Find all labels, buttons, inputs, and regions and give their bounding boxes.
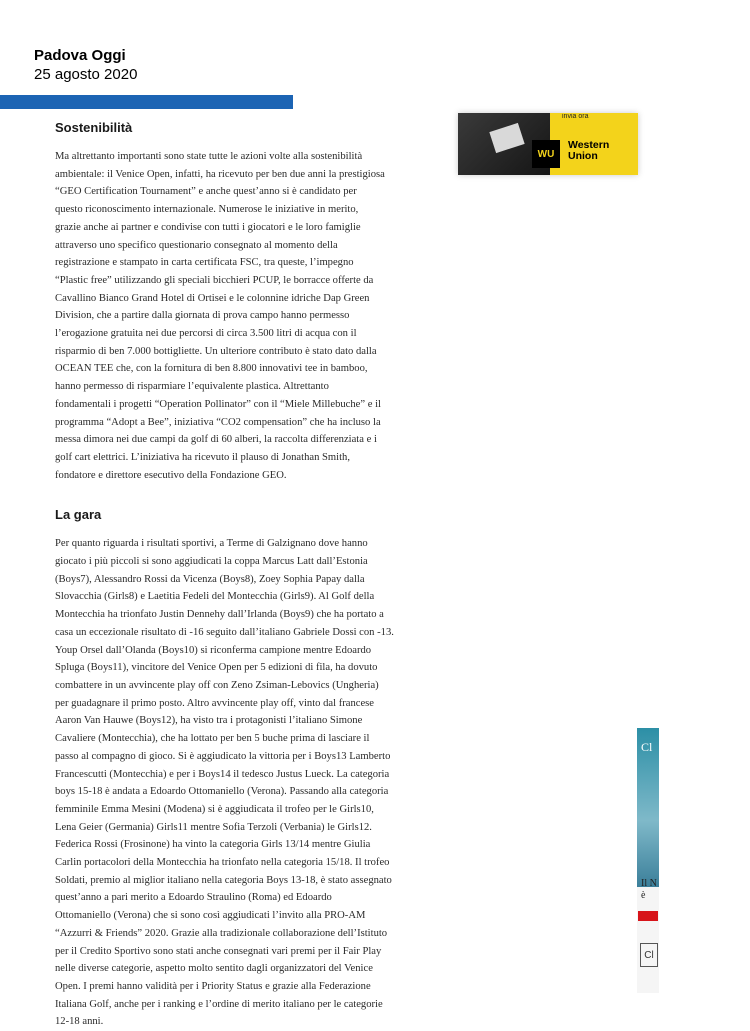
masthead [34,46,137,84]
side-ad-red-badge [638,911,658,921]
side-ad-banner[interactable] [637,728,659,993]
western-union-ad-banner[interactable] [458,113,638,175]
western-union-logo-icon: WU [532,140,560,168]
article-body [55,117,445,1031]
section-paragraph-la-gara: Per quanto riguarda i risultati sportivi, a Terme di Galzignano dove hanno giocato i più piccoli si sono aggiudicati la coppa Marcus Latt dall’Estonia (Boys7), Alessandro Rossi da Vicenza (Boys8), Zoey Sophia Papay dalla Slovacchia (Girls8) e Laetitia Fedeli del Montecchia (Girls9). Al Golf della Montecchia ha trionfato Justin Dennehy dall’Irlanda (Boys9) che ha portato a casa un eccezionale risultato di -16 seguito dall’italiano Gabriele Dossi con -13. Youp Orsel dall’Olanda (Boys10) si riconferma campione mentre Edoardo Spluga (Boys11), vincitore del Venice Open per 5 edizioni di fila, ha dovuto combattere in un avvincente play off con Zeno Zsiman-Lebovics (Ungheria) per guadagnare il primo posto. Altro avvincente play off, vinto dal francese Aaron Van Hauwe (Boys12), ha visto tra i protagonisti l’italiano Simone Cavaliere (Montecchia), che ha lottato per ben 5 buche prima di lasciare il passo al compagno di gioco. Si è aggiudicato la vittoria per i Boys13 Lamberto Francescutti (Montecchia) e per i Boys14 il tedesco Justus Lueck. La categoria boys 15-18 è andata a Edoardo Ottomaniello (Verona). Passando alla categoria femminile Emma Mesini (Modena) si è aggiudicata il trofeo per le Girls10, Lena Geier (Germania) Girls11 mentre Sofia Terzoli (Verbania) le Girls12. Federica Rossi (Frosinone) ha vinto la categoria Girls 13/14 mentre Giulia Carlin portacolori della Montecchia ha trionfato nella categoria 15/18. Il trofeo Soldati, premio al miglior italiano nella categoria Boys 13-18, è stato assegnato quest’anno a pari merito a Edoardo Straulino (Roma) ed Edoardo Ottomaniello (Verona) che si sono così aggiudicati l’invito alla PRO-AM “Azzurri & Friends” 2020. Grazie alla tradizionale collaborazione dell’Istituto per il Credito Sportivo sono stati anche consegnati vari premi per il Fair Play nelle diverse categorie, aspetto molto sentito dagli organizzatori del Venice Open. I premi hanno validità per i Priority Status e grazie alla Federazione Italiana Golf, anche per i ranking e l’ordine di merito italiano per le categorie 12-18 anni. [55,538,394,1028]
publication-name: Padova Oggi [34,47,126,64]
publication-date: 25 agosto 2020 [34,66,138,83]
side-ad-text-top: Cl [641,740,653,754]
ad-topline: invia ora [562,113,589,120]
side-ad-text: Il N è [641,878,657,901]
section-heading-la-gara: La gara [55,507,102,523]
side-ad-logo-box: Cl [640,943,658,967]
section-paragraph-sostenibilita: Ma altrettanto importanti sono state tutte le azioni volte alla sostenibilità ambientale: il Venice Open, infatti, ha ricevuto per ben due anni la prestigiosa “GEO Certification Tournament” e anche quest’anno si è candidato per questo riconoscimento internazionale. Numerose le iniziative in merito, grazie anche ai partner e condivise con tutti i giocatori e le loro famiglie attraverso uno specifico questionario consegnato al momento della registrazione e stampato in carta certificata FSC, tra queste, l’impegno “Plastic free” utilizzando gli speciali bicchieri PCUP, le borracce offerte da Cavallino Bianco Grand Hotel di Ortisei e le colonnine idriche Dap Green Division, che a partire dalla giornata di prova campo hanno permesso l’erogazione gratuita nei due percorsi di circa 3.500 litri di acqua con il risparmio di ben 7.000 bottigliette. Un ulteriore contributo è stato dato dalla OCEAN TEE che, con la fornitura di ben 8.800 innovativi tee in bamboo, hanno permesso di risparmiare l’equivalente plastica. Altrettanto fondamentali i progetti “Operation Pollinator” con il “Miele Millebuche” e il programma “Adopt a Bee”, iniziativa “CO2 compensation” che ha incluso la messa dimora nei due campi da golf di 60 alberi, la raccolta differenziata e i golf cart elettrici. L’iniziativa ha ricevuto il plauso di Jonathan Smith, fondatore e direttore esecutivo della Fondazione GEO. [55,151,385,481]
section-heading-sostenibilita: Sostenibilità [55,120,133,135]
ad-brand-name: Western Union [568,139,610,162]
header-accent-bar [0,95,293,109]
